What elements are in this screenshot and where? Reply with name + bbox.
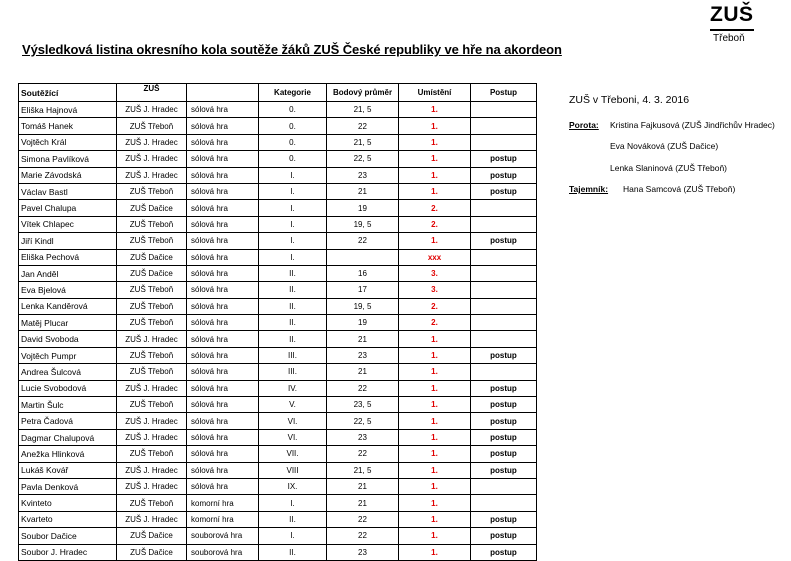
school-cell: ZUŠ J. Hradec <box>117 167 187 183</box>
table-row <box>19 462 537 478</box>
secretary-name: Hana Samcová (ZUŠ Třeboň) <box>623 184 736 194</box>
category-cell: I. <box>259 233 327 249</box>
advance-cell: postup <box>471 413 537 429</box>
jury-member: Eva Nováková (ZUŠ Dačice) <box>610 141 719 151</box>
advance-cell <box>471 134 537 150</box>
category-cell: 0. <box>259 134 327 150</box>
school-cell: ZUŠ J. Hradec <box>117 413 187 429</box>
score-cell: 22 <box>327 380 399 396</box>
performance-type-cell: sólová hra <box>187 151 259 167</box>
table-row <box>19 265 537 281</box>
advance-cell <box>471 118 537 134</box>
category-cell: 0. <box>259 151 327 167</box>
school-cell: ZUŠ Dačice <box>117 528 187 544</box>
advance-cell <box>471 331 537 347</box>
score-cell: 21, 5 <box>327 102 399 118</box>
competitor-name: Andrea Šulcová <box>19 364 117 380</box>
page-title: Výsledková listina okresního kola soutěže žáků ZUŠ České republiky ve hře na akordeon <box>22 42 562 57</box>
performance-type-cell: souborová hra <box>187 528 259 544</box>
advance-cell: postup <box>471 347 537 363</box>
placement-cell: 1. <box>399 413 471 429</box>
competitor-name: Pavel Chalupa <box>19 200 117 216</box>
performance-type-cell: komorní hra <box>187 511 259 527</box>
placement-cell: xxx <box>399 249 471 265</box>
performance-type-cell: sólová hra <box>187 134 259 150</box>
competitor-name: Vojtěch Král <box>19 134 117 150</box>
school-cell: ZUŠ J. Hradec <box>117 331 187 347</box>
score-cell: 21 <box>327 495 399 511</box>
advance-cell <box>471 478 537 494</box>
score-cell: 22, 5 <box>327 151 399 167</box>
table-row <box>19 364 537 380</box>
advance-cell: postup <box>471 151 537 167</box>
score-cell: 21 <box>327 478 399 494</box>
advance-cell <box>471 364 537 380</box>
performance-type-cell: sólová hra <box>187 183 259 199</box>
school-cell: ZUŠ Třeboň <box>117 495 187 511</box>
category-cell: I. <box>259 183 327 199</box>
score-cell: 23 <box>327 347 399 363</box>
performance-type-cell: sólová hra <box>187 118 259 134</box>
performance-type-cell: sólová hra <box>187 233 259 249</box>
category-cell: I. <box>259 216 327 232</box>
competitor-name: David Svoboda <box>19 331 117 347</box>
school-cell: ZUŠ Dačice <box>117 544 187 560</box>
table-row <box>19 249 537 265</box>
category-cell: II. <box>259 544 327 560</box>
performance-type-cell: souborová hra <box>187 544 259 560</box>
header-score: Bodový průměr <box>327 84 399 102</box>
competitor-name: Jiří Kindl <box>19 233 117 249</box>
placement-cell: 1. <box>399 167 471 183</box>
placement-cell: 2. <box>399 216 471 232</box>
advance-cell <box>471 102 537 118</box>
score-cell: 19, 5 <box>327 216 399 232</box>
school-cell: ZUŠ J. Hradec <box>117 478 187 494</box>
school-cell: ZUŠ Třeboň <box>117 233 187 249</box>
competitor-name: Marie Závodská <box>19 167 117 183</box>
zus-logo <box>708 4 758 46</box>
competitor-name: Vojtěch Pumpr <box>19 347 117 363</box>
competitor-name: Vítek Chlapec <box>19 216 117 232</box>
placement-cell: 1. <box>399 429 471 445</box>
school-cell: ZUŠ Třeboň <box>117 446 187 462</box>
header-place: Umístění <box>399 84 471 102</box>
competitor-name: Simona Pavlíková <box>19 151 117 167</box>
category-cell: V. <box>259 397 327 413</box>
competitor-name: Soubor J. Hradec <box>19 544 117 560</box>
performance-type-cell: sólová hra <box>187 102 259 118</box>
category-cell: IX. <box>259 478 327 494</box>
score-cell: 19 <box>327 200 399 216</box>
performance-type-cell: sólová hra <box>187 331 259 347</box>
score-cell: 21 <box>327 331 399 347</box>
table-row <box>19 183 537 199</box>
table-row <box>19 528 537 544</box>
school-cell: ZUŠ Dačice <box>117 249 187 265</box>
placement-cell: 1. <box>399 544 471 560</box>
competitor-name: Kvinteto <box>19 495 117 511</box>
placement-cell: 3. <box>399 265 471 281</box>
category-cell: VI. <box>259 413 327 429</box>
performance-type-cell: sólová hra <box>187 265 259 281</box>
advance-cell: postup <box>471 183 537 199</box>
competitor-name: Martin Šulc <box>19 397 117 413</box>
advance-cell: postup <box>471 233 537 249</box>
school-cell: ZUŠ J. Hradec <box>117 511 187 527</box>
advance-cell <box>471 298 537 314</box>
table-row <box>19 315 537 331</box>
school-cell: ZUŠ Třeboň <box>117 118 187 134</box>
placement-cell: 1. <box>399 462 471 478</box>
advance-cell: postup <box>471 429 537 445</box>
placement-cell: 2. <box>399 315 471 331</box>
category-cell: 0. <box>259 102 327 118</box>
placement-cell: 1. <box>399 495 471 511</box>
advance-cell: postup <box>471 446 537 462</box>
performance-type-cell: sólová hra <box>187 429 259 445</box>
score-cell: 17 <box>327 282 399 298</box>
logo-sub-text: Třeboň <box>713 33 745 44</box>
score-cell: 16 <box>327 265 399 281</box>
placement-cell: 3. <box>399 282 471 298</box>
place-date: ZUŠ v Třeboni, 4. 3. 2016 <box>569 94 690 106</box>
competitor-name: Václav Bastl <box>19 183 117 199</box>
performance-type-cell: sólová hra <box>187 446 259 462</box>
performance-type-cell: sólová hra <box>187 167 259 183</box>
school-cell: ZUŠ J. Hradec <box>117 102 187 118</box>
competitor-name: Jan Anděl <box>19 265 117 281</box>
competitor-name: Lenka Kanděrová <box>19 298 117 314</box>
performance-type-cell: sólová hra <box>187 364 259 380</box>
category-cell: II. <box>259 331 327 347</box>
score-cell: 19, 5 <box>327 298 399 314</box>
score-cell: 21, 5 <box>327 462 399 478</box>
placement-cell: 1. <box>399 446 471 462</box>
advance-cell: postup <box>471 462 537 478</box>
table-row <box>19 200 537 216</box>
competitor-name: Lukáš Kovář <box>19 462 117 478</box>
table-header-row <box>19 84 537 102</box>
competitor-name: Dagmar Chalupová <box>19 429 117 445</box>
score-cell: 22 <box>327 118 399 134</box>
logo-rule <box>710 29 754 31</box>
score-cell: 22, 5 <box>327 413 399 429</box>
advance-cell <box>471 249 537 265</box>
category-cell: II. <box>259 298 327 314</box>
competitor-name: Petra Čadová <box>19 413 117 429</box>
school-cell: ZUŠ J. Hradec <box>117 151 187 167</box>
table-row <box>19 134 537 150</box>
category-cell: I. <box>259 200 327 216</box>
performance-type-cell: sólová hra <box>187 298 259 314</box>
competitor-name: Eliška Hajnová <box>19 102 117 118</box>
category-cell: 0. <box>259 118 327 134</box>
table-row <box>19 347 537 363</box>
table-row <box>19 429 537 445</box>
performance-type-cell: sólová hra <box>187 478 259 494</box>
jury-member: Kristina Fajkusová (ZUŠ Jindřichův Hradec) <box>610 120 775 130</box>
score-cell: 23, 5 <box>327 397 399 413</box>
school-cell: ZUŠ Třeboň <box>117 298 187 314</box>
table-row <box>19 478 537 494</box>
jury-label: Porota: <box>569 120 599 130</box>
table-row <box>19 413 537 429</box>
score-cell <box>327 249 399 265</box>
performance-type-cell: sólová hra <box>187 216 259 232</box>
placement-cell: 1. <box>399 183 471 199</box>
placement-cell: 1. <box>399 511 471 527</box>
header-type <box>187 84 259 102</box>
score-cell: 22 <box>327 233 399 249</box>
results-table <box>18 83 537 561</box>
table-row <box>19 511 537 527</box>
competitor-name: Kvarteto <box>19 511 117 527</box>
performance-type-cell: sólová hra <box>187 315 259 331</box>
advance-cell <box>471 315 537 331</box>
header-category: Kategorie <box>259 84 327 102</box>
competitor-name: Eva Bjelová <box>19 282 117 298</box>
placement-cell: 1. <box>399 151 471 167</box>
competitor-name: Tomáš Hanek <box>19 118 117 134</box>
header-school: ZUŠ <box>117 84 187 102</box>
school-cell: ZUŠ Třeboň <box>117 216 187 232</box>
school-cell: ZUŠ J. Hradec <box>117 462 187 478</box>
advance-cell <box>471 216 537 232</box>
table-row <box>19 495 537 511</box>
placement-cell: 1. <box>399 331 471 347</box>
table-row <box>19 397 537 413</box>
school-cell: ZUŠ J. Hradec <box>117 380 187 396</box>
jury-member: Lenka Slaninová (ZUŠ Třeboň) <box>610 163 728 173</box>
advance-cell: postup <box>471 544 537 560</box>
placement-cell: 1. <box>399 233 471 249</box>
category-cell: III. <box>259 364 327 380</box>
table-row <box>19 282 537 298</box>
competitor-name: Matěj Plucar <box>19 315 117 331</box>
score-cell: 23 <box>327 429 399 445</box>
placement-cell: 1. <box>399 102 471 118</box>
score-cell: 22 <box>327 528 399 544</box>
category-cell: II. <box>259 315 327 331</box>
performance-type-cell: sólová hra <box>187 462 259 478</box>
table-row <box>19 151 537 167</box>
category-cell: VII. <box>259 446 327 462</box>
competitor-name: Pavla Denková <box>19 478 117 494</box>
performance-type-cell: sólová hra <box>187 200 259 216</box>
category-cell: I. <box>259 528 327 544</box>
advance-cell <box>471 265 537 281</box>
category-cell: VI. <box>259 429 327 445</box>
score-cell: 23 <box>327 544 399 560</box>
table-row <box>19 102 537 118</box>
table-row <box>19 167 537 183</box>
category-cell: II. <box>259 265 327 281</box>
placement-cell: 1. <box>399 134 471 150</box>
school-cell: ZUŠ Třeboň <box>117 183 187 199</box>
placement-cell: 1. <box>399 528 471 544</box>
category-cell: IV. <box>259 380 327 396</box>
school-cell: ZUŠ Dačice <box>117 200 187 216</box>
school-cell: ZUŠ Třeboň <box>117 282 187 298</box>
score-cell: 23 <box>327 167 399 183</box>
category-cell: I. <box>259 249 327 265</box>
score-cell: 22 <box>327 446 399 462</box>
school-cell: ZUŠ Třeboň <box>117 364 187 380</box>
performance-type-cell: sólová hra <box>187 397 259 413</box>
competitor-name: Lucie Svobodová <box>19 380 117 396</box>
table-row <box>19 380 537 396</box>
advance-cell: postup <box>471 380 537 396</box>
performance-type-cell: komorní hra <box>187 495 259 511</box>
performance-type-cell: sólová hra <box>187 282 259 298</box>
category-cell: VIII <box>259 462 327 478</box>
advance-cell <box>471 282 537 298</box>
placement-cell: 2. <box>399 200 471 216</box>
table-row <box>19 118 537 134</box>
logo-main-text: ZUŠ <box>710 3 754 26</box>
table-row <box>19 216 537 232</box>
table-row <box>19 446 537 462</box>
category-cell: II. <box>259 282 327 298</box>
performance-type-cell: sólová hra <box>187 380 259 396</box>
school-cell: ZUŠ J. Hradec <box>117 429 187 445</box>
table-row <box>19 298 537 314</box>
score-cell: 21 <box>327 364 399 380</box>
placement-cell: 1. <box>399 364 471 380</box>
advance-cell: postup <box>471 528 537 544</box>
header-advance: Postup <box>471 84 537 102</box>
category-cell: I. <box>259 495 327 511</box>
score-cell: 19 <box>327 315 399 331</box>
competitor-name: Soubor Dačice <box>19 528 117 544</box>
secretary-label: Tajemník: <box>569 184 609 194</box>
advance-cell: postup <box>471 397 537 413</box>
placement-cell: 1. <box>399 478 471 494</box>
advance-cell: postup <box>471 167 537 183</box>
performance-type-cell: sólová hra <box>187 347 259 363</box>
placement-cell: 1. <box>399 347 471 363</box>
header-name: Soutěžící <box>19 84 117 102</box>
placement-cell: 1. <box>399 397 471 413</box>
placement-cell: 2. <box>399 298 471 314</box>
performance-type-cell: sólová hra <box>187 249 259 265</box>
category-cell: I. <box>259 167 327 183</box>
score-cell: 21, 5 <box>327 134 399 150</box>
placement-cell: 1. <box>399 380 471 396</box>
school-cell: ZUŠ J. Hradec <box>117 134 187 150</box>
score-cell: 21 <box>327 183 399 199</box>
competitor-name: Eliška Pechová <box>19 249 117 265</box>
table-row <box>19 331 537 347</box>
category-cell: III. <box>259 347 327 363</box>
school-cell: ZUŠ Třeboň <box>117 315 187 331</box>
performance-type-cell: sólová hra <box>187 413 259 429</box>
table-row <box>19 233 537 249</box>
advance-cell <box>471 200 537 216</box>
school-cell: ZUŠ Dačice <box>117 265 187 281</box>
school-cell: ZUŠ Třeboň <box>117 347 187 363</box>
advance-cell: postup <box>471 511 537 527</box>
school-cell: ZUŠ Třeboň <box>117 397 187 413</box>
advance-cell <box>471 495 537 511</box>
placement-cell: 1. <box>399 118 471 134</box>
category-cell: II. <box>259 511 327 527</box>
competitor-name: Anežka Hlinková <box>19 446 117 462</box>
score-cell: 22 <box>327 511 399 527</box>
